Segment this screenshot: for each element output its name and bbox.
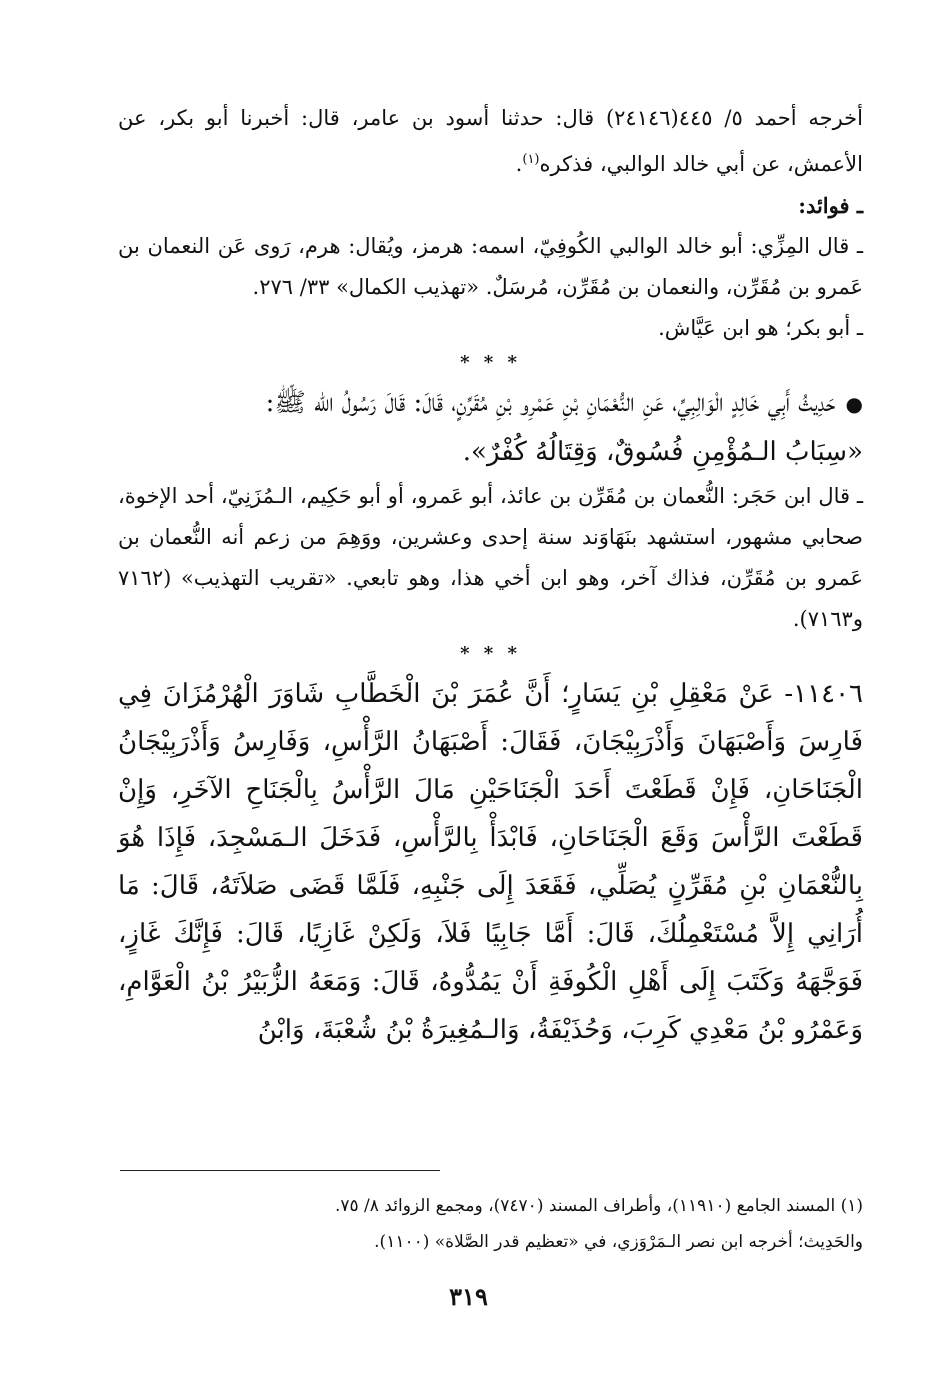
footnote-divider <box>120 1170 440 1171</box>
hadith-heading <box>118 379 863 428</box>
section-separator: * * * <box>460 643 521 664</box>
hadith-11406: ١١٤٠٦- عَنْ مَعْقِلِ بْنِ يَسَارٍ؛ أَنَّ عُمَرَ بْنَ الْخَطَّابِ شَاوَرَ الْهُرْمُزَانَ فِي فَارِسَ وَأَصْبَهَانَ وَأَذْرَبِيْجَانَ، فَقَالَ: أَصْبَهَانُ الرَّأْسِ، وَفَارِسُ وَأَذْرَبِيْجَانُ الْجَنَاحَانِ، فَإِنْ قَطَعْتَ أَحَدَ الْجَنَاحَيْنِ مَالَ الرَّأْسُ بِالْجَنَاحِ الآخَرِ، وَإِنْ قَطَعْتَ الرَّأْسَ وَقَعَ الْجَنَاحَانِ، فَابْدَأْ بِالرَّأْسِ، فَدَخَلَ الـمَسْجِدَ، فَإِذَا هُوَ بِالنُّعْمَانِ بْنِ مُقَرِّنٍ يُصَلِّي، فَقَعَدَ إِلَى جَنْبِهِ، فَلَمَّا قَضَى صَلاَتَهُ، قَالَ: مَا أُرَانِي إِلاَّ مُسْتَعْمِلُكَ، قَالَ: أَمَّا جَابِيًا فَلاَ، وَلَكِنْ غَازِيًا، قَالَ: فَإِنَّكَ غَازٍ، فَوَجَّهَهُ وَكَتَبَ إِلَى أَهْلِ الْكُوفَةِ أَنْ يَمُدُّوهُ، قَالَ: وَمَعَهُ الزُّبَيْرُ بْنُ الْعَوَّامِ، وَعَمْرُو بْنُ مَعْدِي كَرِبَ، وَحُذَيْفَةُ، وَالـمُغِيرَةُ بْنُ شُعْبَةَ، وَابْنُ <box>118 679 863 1045</box>
footnote-marker[interactable]: (١) <box>522 152 540 167</box>
takhrij-paragraph <box>118 98 863 185</box>
hadith-text: «سِبَابُ الـمُؤْمِنِ فُسُوقٌ، وَقِتَالُهُ كُفْرٌ». <box>462 437 863 467</box>
page-body <box>118 98 863 1348</box>
footnote-1: (١) المسند الجامع (١١٩١٠)، وأطراف المسند (٧٤٧٠)، ومجمع الزوائد ٨/ ٧٥. <box>334 1196 863 1216</box>
mizzi-paragraph: ـ قال المِزِّي: أبو خالد الوالبي الكُوفِيّ، اسمه: هرمز، ويُقال: هرم، رَوى عَن النعمان بن عَمرو بن مُقَرِّن، والنعمان بن مُقَرِّن، مُرسَلٌ. «تهذيب الكمال» ٣٣/ ٢٧٦. <box>118 234 863 299</box>
footnotes <box>118 1188 863 1260</box>
abu-bakr-paragraph: ـ أبو بكر؛ هو ابن عَيَّاش. <box>658 316 863 340</box>
takhrij-end: . <box>515 152 523 176</box>
page-number: ٣١٩ <box>449 1282 488 1311</box>
hadith-heading-text: حَدِيثُ أَبِي خَالِدٍ الْوَالِبِيِّ، عَنِ النُّعْمَانِ بْنِ عَمْرِو بْنِ مُقَرِّنٍ، قَالَ: قَالَ رَسُولُ الله ﷺ: <box>265 388 836 418</box>
bullet-icon: ● <box>845 392 863 416</box>
takhrij-text: أخرجه أحمد ٥/ ٤٤٥(٢٤١٤٦) قال: حدثنا أسود بن عامر، قال: أخبرنا أبو بكر، عن الأعمش، عن أبي خالد الوالبي، فذكره <box>118 106 863 176</box>
section-separator: * * * <box>460 352 521 373</box>
footnote-2: والحَدِيث؛ أخرجه ابن نصر الـمَرْوَزي، في «تعظيم قدر الصَّلاة» (١١٠٠). <box>374 1232 863 1252</box>
ibn-hajar-paragraph: ـ قال ابن حَجَر: النُّعمان بن مُقَرِّن بن عائذ، أبو عَمرو، أو أبو حَكِيم، الـمُزَنِيّ، أحد الإخوة، صحابي مشهور، استشهد بنَهَاوَند سنة إحدى وعشرين، ووَهِمَ من زعم أنه النُّعمان بن عَمرو بن مُقَرِّن، فذاك آخر، وهو ابن أخي هذا، وهو تابعي. «تقريب التهذيب» (٧١٦٢ و٧١٦٣). <box>118 484 863 631</box>
fawaid-heading: ـ فوائد: <box>798 193 863 218</box>
